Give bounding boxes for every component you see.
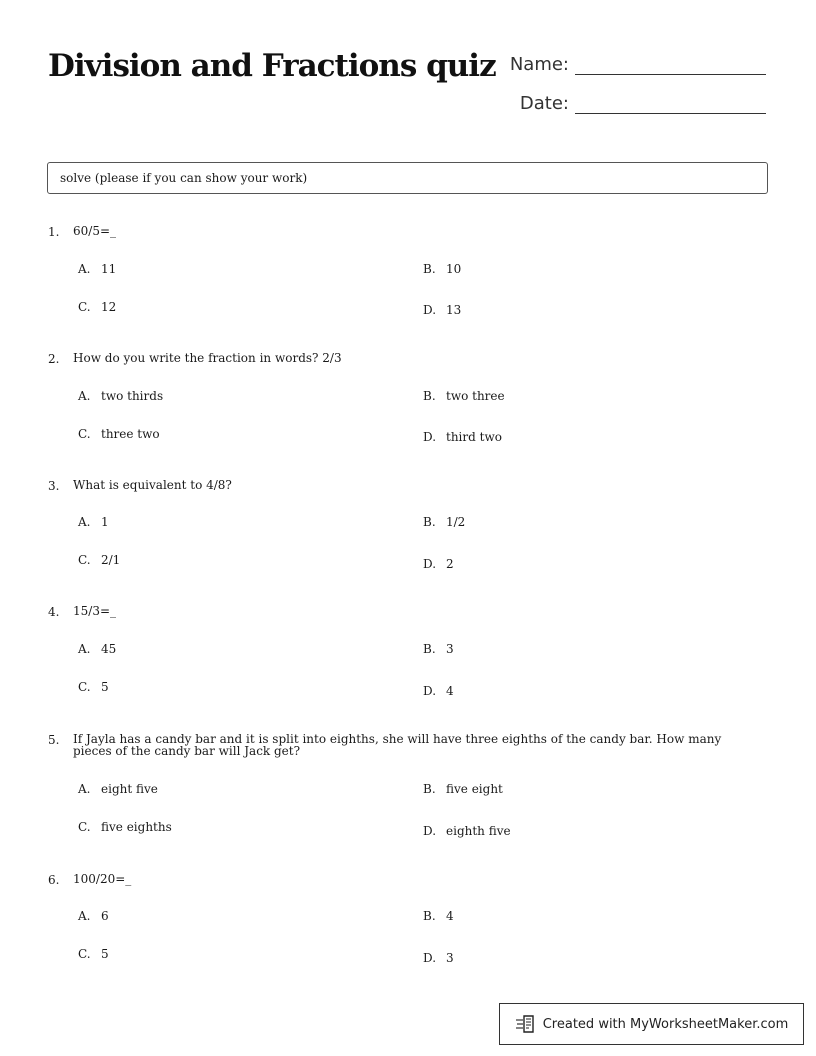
choice-text: 4: [446, 684, 454, 698]
question-number: 5.: [48, 733, 60, 747]
question-text: 15/3=_: [73, 604, 117, 618]
question-text: How do you write the fraction in words? 2/3: [73, 351, 342, 365]
choice-text: 3: [446, 642, 454, 656]
choice-letter: A.: [78, 389, 91, 403]
choice-text: 5: [101, 947, 109, 961]
choice-letter: D.: [423, 824, 437, 838]
choice-text: eight five: [101, 782, 158, 796]
choice-text: 4: [446, 909, 454, 923]
choice-letter: C.: [78, 947, 91, 961]
choice-letter: B.: [423, 262, 436, 276]
choice-letter: D.: [423, 684, 437, 698]
question-number: 4.: [48, 605, 60, 619]
choice-letter: B.: [423, 389, 436, 403]
choice-letter: B.: [423, 642, 436, 656]
choice-letter: A.: [78, 909, 91, 923]
choice-text: 2/1: [101, 553, 121, 567]
footer-badge[interactable]: [499, 1003, 804, 1045]
choice-letter: B.: [423, 909, 436, 923]
question-text: What is equivalent to 4/8?: [73, 478, 232, 492]
instructions-text: solve (please if you can show your work): [60, 171, 308, 185]
choice-letter: D.: [423, 557, 437, 571]
choice-letter: A.: [78, 642, 91, 656]
choice-text: 2: [446, 557, 454, 571]
choice-text: 10: [446, 262, 462, 276]
name-field[interactable]: [499, 52, 766, 75]
choice-letter: B.: [423, 782, 436, 796]
question-text: If Jayla has a candy bar and it is split into eighths, she will have three eighths of the candy bar. How many pieces of the candy bar will Jack get?: [73, 732, 722, 758]
question-text: 100/20=_: [73, 872, 132, 886]
question-text: 60/5=_: [73, 224, 117, 238]
choice-text: two three: [446, 389, 505, 403]
choice-text: 3: [446, 951, 454, 965]
choice-text: 13: [446, 303, 462, 317]
choice-text: 1/2: [446, 515, 466, 529]
date-input-line[interactable]: [575, 91, 766, 114]
choice-text: five eighths: [101, 820, 172, 834]
choice-text: third two: [446, 430, 502, 444]
choice-letter: A.: [78, 515, 91, 529]
name-label: Name:: [509, 54, 569, 75]
date-label: Date:: [519, 93, 569, 114]
choice-text: 11: [101, 262, 117, 276]
choice-letter: C.: [78, 553, 91, 567]
choice-text: 6: [101, 909, 109, 923]
worksheet-maker-logo-icon: [515, 1014, 537, 1034]
page-title: Division and Fractions quiz: [48, 48, 496, 84]
choice-text: five eight: [446, 782, 503, 796]
instructions-box: [47, 162, 768, 194]
choice-text: two thirds: [101, 389, 164, 403]
choice-letter: D.: [423, 303, 437, 317]
choice-letter: B.: [423, 515, 436, 529]
choice-text: 1: [101, 515, 109, 529]
choice-text: eighth five: [446, 824, 511, 838]
choice-letter: C.: [78, 300, 91, 314]
date-field[interactable]: [499, 91, 766, 114]
choice-letter: A.: [78, 262, 91, 276]
choice-text: three two: [101, 427, 160, 441]
choice-letter: C.: [78, 820, 91, 834]
choice-text: 45: [101, 642, 117, 656]
name-input-line[interactable]: [575, 52, 766, 75]
footer-text: Created with MyWorksheetMaker.com: [542, 1016, 789, 1032]
choice-letter: D.: [423, 430, 437, 444]
choice-text: 5: [101, 680, 109, 694]
choice-letter: D.: [423, 951, 437, 965]
question-number: 3.: [48, 479, 60, 493]
question-number: 6.: [48, 873, 60, 887]
question-number: 2.: [48, 352, 60, 366]
choice-text: 12: [101, 300, 117, 314]
choice-letter: C.: [78, 680, 91, 694]
choice-letter: C.: [78, 427, 91, 441]
question-number: 1.: [48, 225, 60, 239]
choice-letter: A.: [78, 782, 91, 796]
